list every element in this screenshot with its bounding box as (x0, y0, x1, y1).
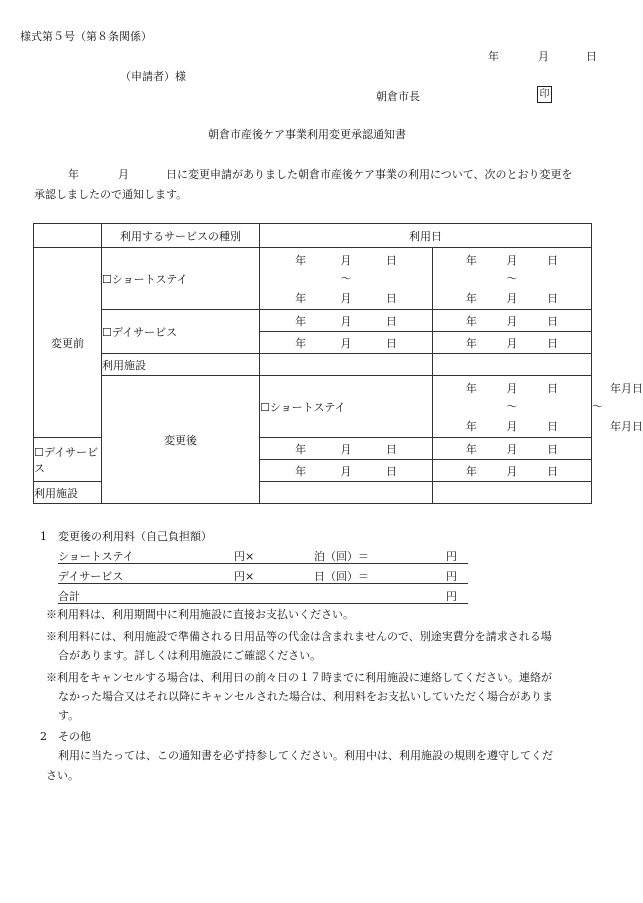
note-3-line2: なかった場合又はそれ以降にキャンセルされた場合は、利用料をお支払いしていただく場合がありま (58, 690, 553, 703)
header-month: 月 (538, 50, 549, 63)
note-2-line1: ※利用料には、利用施設で準備される日用品等の代金は含まれませんので、別途実費分を請求される場 (46, 630, 552, 643)
after-facility: 利用施設 (34, 482, 102, 504)
note-2-line2: 合があります。詳しくは利用施設にご確認ください。 (58, 649, 322, 662)
intro-line1: 日に変更申請がありました朝倉市産後ケア事業の利用について、次のとおり変更を (166, 168, 573, 181)
intro-month: 月 (118, 168, 129, 181)
fees-heading: 1 変更後の利用料（自己負担額） (40, 530, 212, 543)
note-1: ※利用料は、利用期間中に利用施設に直接お支払いください。 (46, 608, 354, 621)
after-short-stay-date-1: 年 月 日 ～ 年 月 日 (433, 376, 592, 438)
before-short-stay-date-2: 年 月 日 ～ 年 月 日 (433, 248, 592, 310)
intro-year: 年 (68, 168, 79, 181)
other-line1: 利用に当たっては、この通知書を必ず持参してください。利用中は、利用施設の規則を遵守してくだ (58, 749, 553, 762)
document-title: 朝倉市産後ケア事業利用変更承認通知書 (208, 128, 406, 141)
fee-row-total: 合計 円 (58, 588, 468, 604)
after-label: 変更後 (102, 376, 260, 504)
before-day-service: ☐デイサービス (102, 310, 260, 354)
header-day: 日 (586, 50, 597, 63)
fee-row-day-service: デイサービス 円× 日（回）＝ 円 (58, 568, 468, 584)
intro-line2: 承認しましたので通知します。 (34, 188, 188, 201)
form-number: 様式第５号（第８条関係） (20, 30, 152, 43)
before-short-stay: ☐ショートステイ (102, 248, 260, 310)
after-short-stay: ☐ショートステイ (260, 376, 433, 438)
note-3-line3: す。 (58, 709, 80, 722)
seal-mark: 印 (537, 86, 552, 103)
header-usage-date: 利用日 (260, 224, 592, 248)
header-year: 年 (488, 50, 499, 63)
note-3-line1: ※利用をキャンセルする場合は、利用日の前々日の１７時までに利用施設に連絡してください。連絡が (46, 671, 552, 684)
before-label: 変更前 (34, 248, 102, 438)
applicant-label: （申請者）様 (120, 70, 186, 83)
header-service-type: 利用するサービスの種別 (102, 224, 260, 248)
other-heading: 2 その他 (40, 730, 91, 743)
other-line2: さい。 (46, 769, 79, 782)
after-day-service: ☐デイサービス (34, 438, 102, 482)
before-short-stay-date-1: 年 月 日 ～ 年 月 日 (260, 248, 433, 310)
before-facility: 利用施設 (102, 354, 260, 376)
issuer-label: 朝倉市長 (376, 90, 420, 103)
change-table: 利用するサービスの種別 利用日 変更前 ☐ショートステイ 年 月 日 ～ 年 月 日 年 月 日 ～ 年 月 日 ☐デイサービス 年 月 日 年 月 日 年 月 日 年 月 日 利用施設 変更後 ☐ショートステイ 年 月 日 ～ 年 月 日 年 月 日 ～ 年 月 日 ☐デイサービス 年 月 日 年 月 日 年 月 日 年 月 日 利用施設 (33, 223, 592, 504)
fee-row-short-stay: ショートステイ 円× 泊（回）＝ 円 (58, 548, 468, 564)
